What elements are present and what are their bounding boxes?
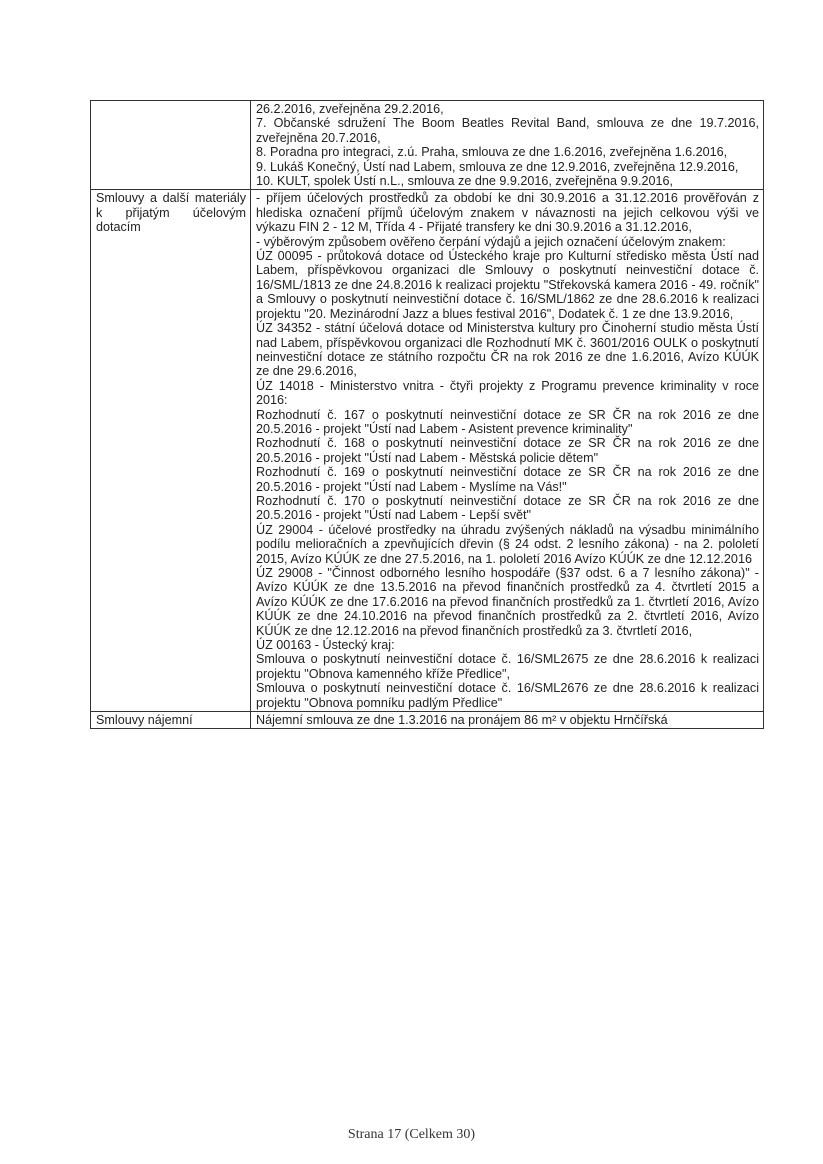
text-line: - výběrovým způsobem ověřeno čerpání výdajů a jejich označení účelovým znakem:: [256, 234, 726, 249]
text-line: Rozhodnutí č. 167 o poskytnutí neinvestiční dotace ze SR ČR na rok 2016 ze dne 20.5.2016 - projekt "Ústí nad Labem - Asistent prevence kriminality": [256, 407, 759, 436]
text-line: ÚZ 34352 - státní účelová dotace od Ministerstva kultury pro Činoherní studio města Ústí nad Labem, příspěvkovou organizaci dle Rozhodnutí MK č. 3601/2016 OULK o poskytnutí neinvestiční dotace ze státního rozpočtu ČR na rok 2016 ze dne 1.6.2016, Avízo KÚÚK ze dne 29.6.2016,: [256, 321, 759, 379]
text-line: Rozhodnutí č. 170 o poskytnutí neinvestiční dotace ze SR ČR na rok 2016 ze dne 20.5.2016 - projekt "Ústí nad Labem - Lepší svět": [256, 493, 759, 523]
row-label-najem: Smlouvy nájemní: [91, 712, 251, 729]
empty-label-cell: [91, 101, 251, 190]
text-line: 7. Občanské sdružení The Boom Beatles Revital Band, smlouva ze dne 19.7.2016, zveřejněna 20.7.2016,: [256, 116, 759, 145]
content-cell-najem: Nájemní smlouva ze dne 1.3.2016 na pronájem 86 m² v objektu Hrnčířská: [251, 712, 764, 729]
text-line: ÚZ 00163 - Ústecký kraj:: [256, 638, 395, 653]
text-line: ÚZ 14018 - Ministerstvo vnitra - čtyři projekty z Programu prevence kriminality v roce 2016:: [256, 378, 759, 408]
text-line: 9. Lukáš Konečný, Ústí nad Labem, smlouva ze dne 12.9.2016, zveřejněna 12.9.2016,: [256, 159, 739, 174]
content-table: [90, 100, 764, 729]
text-line: 26.2.2016, zveřejněna 29.2.2016,: [256, 102, 444, 116]
text-line: Smlouva o poskytnutí neinvestiční dotace č. 16/SML2675 ze dne 28.6.2016 k realizaci projektu "Obnova kamenného kříže Předlice",: [256, 652, 759, 681]
text-line: - příjem účelových prostředků za období ke dni 30.9.2016 a 31.12.2016 prověřován z hlediska označení příjmů účelovým znakem v návaznosti na jejich celkovou výši ve výkazu FIN 2 - 12 M, Třída 4 - Přijaté transfery ke dni 30.9.2016 a 31.12.2016,: [256, 191, 759, 235]
text-line: Smlouva o poskytnutí neinvestiční dotace č. 16/SML2676 ze dne 28.6.2016 k realizaci projektu "Obnova pomníku padlým Předlice": [256, 681, 759, 710]
text-line: 10. KULT, spolek Ústí n.L., smlouva ze dne 9.9.2016, zveřejněna 9.9.2016,: [256, 174, 674, 189]
text-line: 8. Poradna pro integraci, z.ú. Praha, smlouva ze dne 1.6.2016, zveřejněna 1.6.2016,: [256, 145, 728, 160]
table-row-continuation: [91, 101, 764, 190]
text-line: ÚZ 29008 - "Činnost odborného lesního hospodáře (§37 odst. 6 a 7 lesního zákona)" - Avízo KÚÚK ze dne 13.5.2016 na převod finančních prostředků za 4. čtvrtletí 2015 a Avízo KÚÚK ze dne 17.6.2016 na převod finančních prostředků za 1. čtvrtletí 2016, Avízo KÚÚK ze dne 24.10.2016 na převod finančních prostředků za 2. čtvrtletí 2016, Avízo KÚÚK ze dne 12.12.2016 na převod finančních prostředků za 3. čtvrtletí 2016,: [256, 566, 759, 638]
text-line: ÚZ 29004 - účelové prostředky na úhradu zvýšených nákladů na výsadbu minimálního podílu melioračních a zpevňujících dřevin (§ 24 odst. 2 lesního zákona) - na 2. pololetí 2015, Avízo KÚÚK ze dne 27.5.2016, na 1. pololetí 2016 Avízo KÚÚK ze dne 12.12.2016: [256, 522, 759, 566]
text-line: Rozhodnutí č. 169 o poskytnutí neinvestiční dotace ze SR ČR na rok 2016 ze dne 20.5.2016 - projekt "Ústí nad Labem - Myslíme na Vás!": [256, 465, 759, 494]
text-line: ÚZ 00095 - průtoková dotace od Ústeckého kraje pro Kulturní středisko města Ústí nad Labem, příspěvkovou organizaci dle Smlouvy o poskytnutí neinvestiční dotace č. 16/SML/1813 ze dne 24.8.2016 k realizaci projektu "Střekovská kamera 2016 - 49. ročník" a Smlouvy o poskytnutí neinvestiční dotace č. 16/SML/1862 ze dne 28.6.2016 k realizaci projektu "20. Mezinárodní Jazz a blues festival 2016", Dodatek č. 1 ze dne 13.9.2016,: [256, 249, 759, 321]
row-label-dotace: Smlouvy a další materiály k přijatým účelovým dotacím: [91, 190, 251, 712]
table-row-dotace: [91, 190, 764, 712]
text-line: Rozhodnutí č. 168 o poskytnutí neinvestiční dotace ze SR ČR na rok 2016 ze dne 20.5.2016 - projekt "Ústí nad Labem - Městská policie dětem": [256, 436, 759, 465]
content-cell-continuation: [251, 101, 764, 190]
table-row-najem: [91, 712, 764, 729]
page-footer: Strana 17 (Celkem 30): [347, 1127, 476, 1142]
content-cell-dotace: [251, 190, 764, 712]
